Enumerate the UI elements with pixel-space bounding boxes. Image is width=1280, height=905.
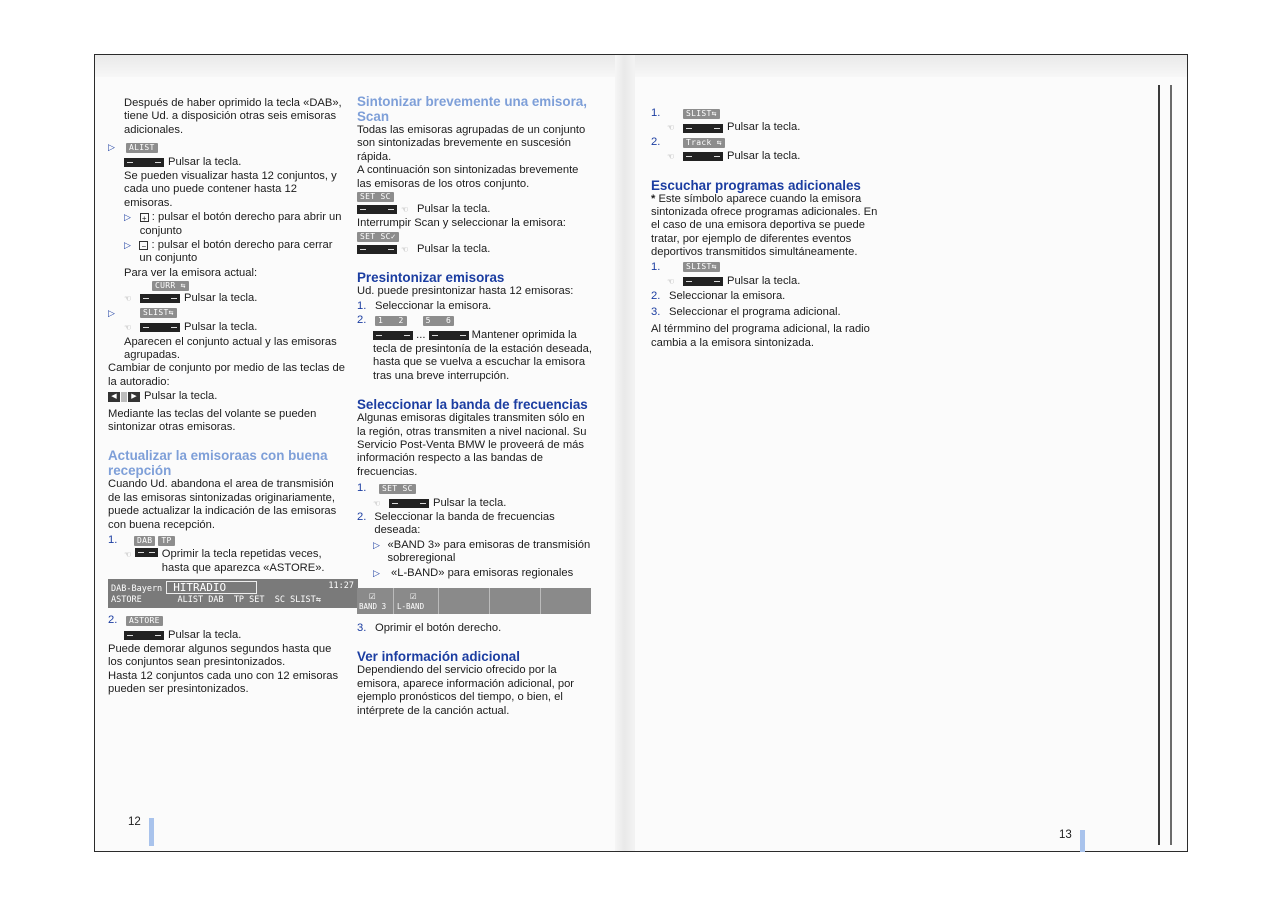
right-column-1 [651, 106, 883, 350]
display-softkeys: ASTORE ALIST DAB TP SET SC SLIST⇆ [111, 595, 321, 606]
hand-icon: ☜ [667, 152, 675, 162]
band-step-2: Seleccionar la banda de frecuencias deseada: [374, 510, 555, 537]
curr-lcd: CURR ⇆ [152, 281, 189, 291]
hand-icon: ☜ [373, 498, 381, 508]
press-key-text: Pulsar la tecla. [168, 628, 242, 641]
radio-key [140, 294, 180, 303]
hand-icon: ☜ [124, 294, 132, 304]
preset-step-1: Seleccionar la emisora. [375, 299, 492, 312]
checkbox-icon: ☑ [369, 588, 376, 602]
step-number: 1. [357, 299, 367, 312]
page-number-right: 13 [1059, 829, 1072, 841]
hand-icon: ☜ [124, 323, 132, 333]
preset-lcd-b: 5 6 [423, 316, 455, 326]
hand-icon: ☜ [667, 277, 675, 287]
press-key-text: Pulsar la tecla. [168, 155, 242, 168]
step-number: 2. [108, 614, 118, 627]
astore-lcd: ASTORE [126, 616, 163, 626]
heading-band: Seleccionar la banda de frecuencias [357, 397, 588, 413]
intro-text: Después de haber oprimido la tecla «DAB», tiene Ud. a disposición otras seis emisoras adicionales. [124, 97, 342, 136]
radio-key [389, 499, 429, 508]
steering-text: Mediante las teclas del volante se pueden sintonizar otras emisoras. [108, 407, 317, 433]
press-key-text: Pulsar la tecla. [727, 121, 801, 134]
slist-lcd: SLIST⇆ [683, 262, 720, 272]
plus-text: : pulsar el botón derecho para abrir un conjunto [139, 211, 342, 237]
radio-display [108, 579, 358, 608]
page-tab-left [149, 818, 154, 846]
set-sc-check-lcd: SET SC✓ [357, 232, 399, 242]
heading-scan: Sintonizar brevemente una emisora, Scan [357, 94, 587, 124]
left-column-1 [108, 97, 354, 697]
triangle-icon: ▷ [108, 307, 115, 318]
ellipsis: ... [416, 329, 426, 342]
dab-lcd: DAB [134, 536, 155, 546]
radio-key [357, 205, 397, 214]
band-step-3: Oprimir el botón derecho. [375, 621, 502, 634]
display-time: 11:27 [328, 581, 354, 592]
preset-step-2: Mantener oprimida la tecla de presintonía de la estación deseada, hasta que se vuelva a escuchar la emisora tras una breve interrupción. [373, 329, 592, 382]
step-number: 2. [357, 314, 367, 327]
triangle-icon: ▷ [373, 539, 380, 550]
press-key-text: Pulsar la tecla. [184, 321, 258, 334]
minus-box-icon: − [139, 241, 148, 250]
slist-lcd: SLIST⇆ [683, 109, 720, 119]
alist-text: Se pueden visualizar hasta 12 conjuntos, y cada uno puede contener hasta 12 emisoras. [124, 170, 337, 209]
wait-text: Puede demorar algunos segundos hasta que los conjuntos sean presintonizados. [108, 643, 332, 669]
triangle-icon: ▷ [373, 567, 380, 578]
press-key-text: Pulsar la tecla. [433, 496, 507, 509]
current-label: Para ver la emisora actual: [124, 266, 258, 279]
end-text: Al térmmino del programa adicional, la radio cambia a la emisora sintonizada. [651, 323, 870, 349]
plus-box-icon: + [140, 213, 149, 222]
page-number-left: 12 [128, 816, 141, 828]
band-text: Algunas emisoras digitales transmiten sólo en la región, otras transmiten a nivel nacional. Su Servicio Post-Venta BMW le proveerá de más información respecto a las bandas de frecuencias. [357, 412, 587, 478]
book-gutter [615, 55, 635, 851]
preset-key [429, 331, 469, 340]
preset-lcd-a: 1 2 [375, 316, 407, 326]
program-step-2: Seleccionar la emisora. [669, 290, 786, 303]
lband-text: «L-BAND» para emisoras regionales [391, 566, 574, 579]
scan-text-1: Todas las emisoras agrupadas de un conjunto son sintonizadas brevemente en suscesión rápida. [357, 124, 586, 163]
preset-key [373, 331, 413, 340]
radio-key [357, 245, 397, 254]
tp-lcd: TP [158, 536, 174, 546]
band3-text: «BAND 3» para emisoras de transmisión sobreregional [387, 538, 591, 565]
step-number: 2. [651, 290, 661, 303]
triangle-icon: ▷ [124, 240, 131, 251]
step-number: 3. [357, 621, 367, 634]
update-text: Cuando Ud. abandona el area de transmisión de las emisoras sintonizadas originariamente, puede actualizar la indicación de las emisoras con buena recepción. [108, 478, 337, 531]
display-ensemble: DAB-Bayern [111, 584, 163, 595]
radio-key [683, 152, 723, 161]
step-number: 2. [357, 510, 367, 523]
programs-body: Este símbolo aparece cuando la emisora sintonizada ofrece programas adicionales. En el caso de una emisora deportiva se puede tratar, por ejemplo de diferentes eventos deportivos transmitidos simultáneamente. [651, 192, 878, 259]
triangle-icon: ▷ [108, 142, 115, 153]
step-number: 2. [651, 135, 661, 148]
page-edge [1158, 85, 1172, 845]
triangle-icon: ▷ [124, 212, 131, 223]
empty-softkey [439, 588, 490, 614]
hand-icon: ☜ [124, 550, 132, 560]
hand-icon: ☜ [401, 205, 409, 215]
info-text: Dependiendo del servicio ofrecido por la emisora, aparece información adicional, por ejemplo pronósticos del tiempo, o bien, el intérprete de la canción actual. [357, 664, 575, 717]
programs-text [651, 193, 883, 260]
alist-lcd: ALIST [126, 143, 158, 153]
press-key-text: Pulsar la tecla. [144, 390, 218, 403]
hand-icon: ☜ [401, 244, 409, 254]
left-column-2 [357, 94, 593, 718]
radio-key [683, 277, 723, 286]
arrow-keys-icon: ◀ ▶ [108, 392, 140, 402]
asterisk-symbol: * [651, 192, 656, 205]
press-key-text: Pulsar la tecla. [727, 275, 801, 288]
display-station: HITRADIO [166, 581, 257, 594]
step-number: 1. [651, 260, 661, 273]
press-key-text: Pulsar la tecla. [417, 242, 491, 255]
change-set-text: Cambiar de conjunto por medio de las teclas de la autoradio: [108, 362, 345, 388]
step1-text: Oprimir la tecla repetidas veces, hasta que aparezca «ASTORE». [161, 548, 325, 574]
step-number: 1. [108, 533, 118, 546]
lband-softkey: L-BAND [397, 601, 425, 611]
radio-key [135, 548, 158, 557]
heading-info: Ver información adicional [357, 649, 520, 665]
sets-text: Hasta 12 conjuntos cada uno con 12 emisoras pueden ser presintonizados. [108, 669, 339, 696]
heading-preset: Presintonizar emisoras [357, 270, 505, 286]
heading-update: Actualizar la emisoraas con buena recepción [108, 448, 328, 479]
minus-text: : pulsar el botón derecho para cerrar un conjunto [139, 239, 333, 265]
press-key-text: Pulsar la tecla. [417, 203, 491, 216]
band-display [357, 588, 591, 614]
hand-icon: ☜ [667, 123, 675, 133]
slist-lcd: SLIST⇆ [140, 308, 177, 318]
scan-text-2: A continuación son sintonizadas brevemente las emisoras de los otros conjunto. [357, 164, 579, 190]
slist-text: Aparecen el conjunto actual y las emisoras agrupadas. [124, 335, 337, 361]
step-number: 1. [357, 482, 367, 495]
radio-key [124, 158, 164, 167]
press-key-text: Pulsar la tecla. [727, 150, 801, 163]
radio-key [683, 124, 723, 133]
step-number: 1. [651, 107, 661, 119]
radio-key [124, 631, 164, 640]
set-sc-lcd: SET SC [379, 484, 416, 494]
page-tab-right [1080, 830, 1085, 852]
band3-softkey: BAND 3 [359, 601, 387, 611]
set-sc-lcd: SET SC [357, 192, 394, 202]
heading-programs: Escuchar programas adicionales [651, 177, 861, 193]
preset-text: Ud. puede presintonizar hasta 12 emisoras: [357, 285, 574, 298]
empty-softkey [490, 588, 541, 614]
track-lcd: Track ⇆ [683, 138, 725, 148]
checkbox-icon: ☑ [410, 588, 417, 602]
interrupt-text: Interrumpir Scan y seleccionar la emisora: [357, 217, 566, 230]
scan-shadow-top [95, 55, 1187, 77]
radio-key [140, 323, 180, 332]
step-number: 3. [651, 305, 661, 318]
program-step-3: Seleccionar el programa adicional. [669, 305, 841, 318]
press-key-text: Pulsar la tecla. [184, 292, 258, 305]
